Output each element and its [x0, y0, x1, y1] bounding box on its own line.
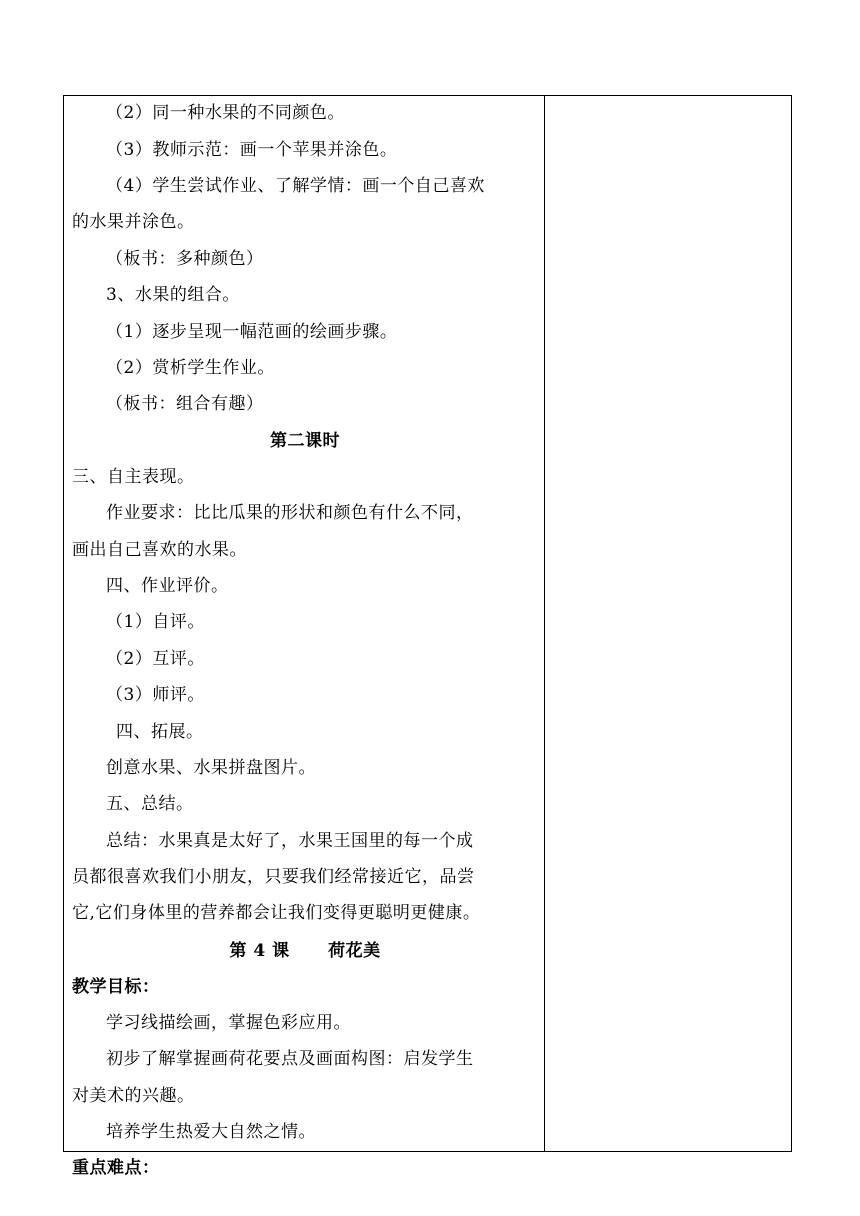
- bold-label: 教学目标：: [72, 977, 160, 997]
- column-divider: [544, 95, 545, 1152]
- text-line: 培养学生热爱大自然之情。: [106, 1122, 316, 1142]
- text-line: 画出自己喜欢的水果。: [72, 540, 247, 560]
- text-line: 3、水果的组合。: [106, 285, 240, 305]
- text-line: （4）学生尝试作业、了解学情：画一个自己喜欢: [106, 176, 485, 196]
- section-heading: 第 4 课 荷花美: [229, 941, 381, 961]
- text-line: （2）互评。: [106, 649, 205, 669]
- text-line: 它,它们身体里的营养都会让我们变得更聪明更健康。: [72, 903, 481, 923]
- section-heading: 第二课时: [270, 431, 340, 451]
- text-line: （2）同一种水果的不同颜色。: [106, 103, 345, 123]
- text-line: 四、拓展。: [116, 722, 204, 742]
- text-line: （3）教师示范：画一个苹果并涂色。: [106, 140, 398, 160]
- text-line: 对美术的兴趣。: [72, 1086, 195, 1106]
- text-line: 初步了解掌握画荷花要点及画面构图：启发学生: [106, 1049, 474, 1069]
- text-line: （板书：组合有趣）: [106, 394, 264, 414]
- text-line: （2）赏析学生作业。: [106, 358, 275, 378]
- text-line: 的水果并涂色。: [72, 212, 195, 232]
- text-line: （板书：多种颜色）: [106, 249, 264, 269]
- text-line: 总结：水果真是太好了，水果王国里的每一个成: [106, 831, 474, 851]
- bold-label: 重点难点：: [72, 1158, 160, 1178]
- text-line: （1）自评。: [106, 612, 205, 632]
- text-line: 五、总结。: [106, 794, 194, 814]
- text-line: （3）师评。: [106, 685, 205, 705]
- text-line: 三、自主表现。: [72, 467, 195, 487]
- text-line: 四、作业评价。: [106, 576, 229, 596]
- text-line: 员都很喜欢我们小朋友，只要我们经常接近它，品尝: [72, 867, 475, 887]
- text-line: 作业要求：比比瓜果的形状和颜色有什么不同，: [106, 503, 474, 523]
- text-line: 学习线描绘画，掌握色彩应用。: [106, 1013, 351, 1033]
- text-line: （1）逐步呈现一幅范画的绘画步骤。: [106, 322, 398, 342]
- text-line: 创意水果、水果拼盘图片。: [106, 758, 316, 778]
